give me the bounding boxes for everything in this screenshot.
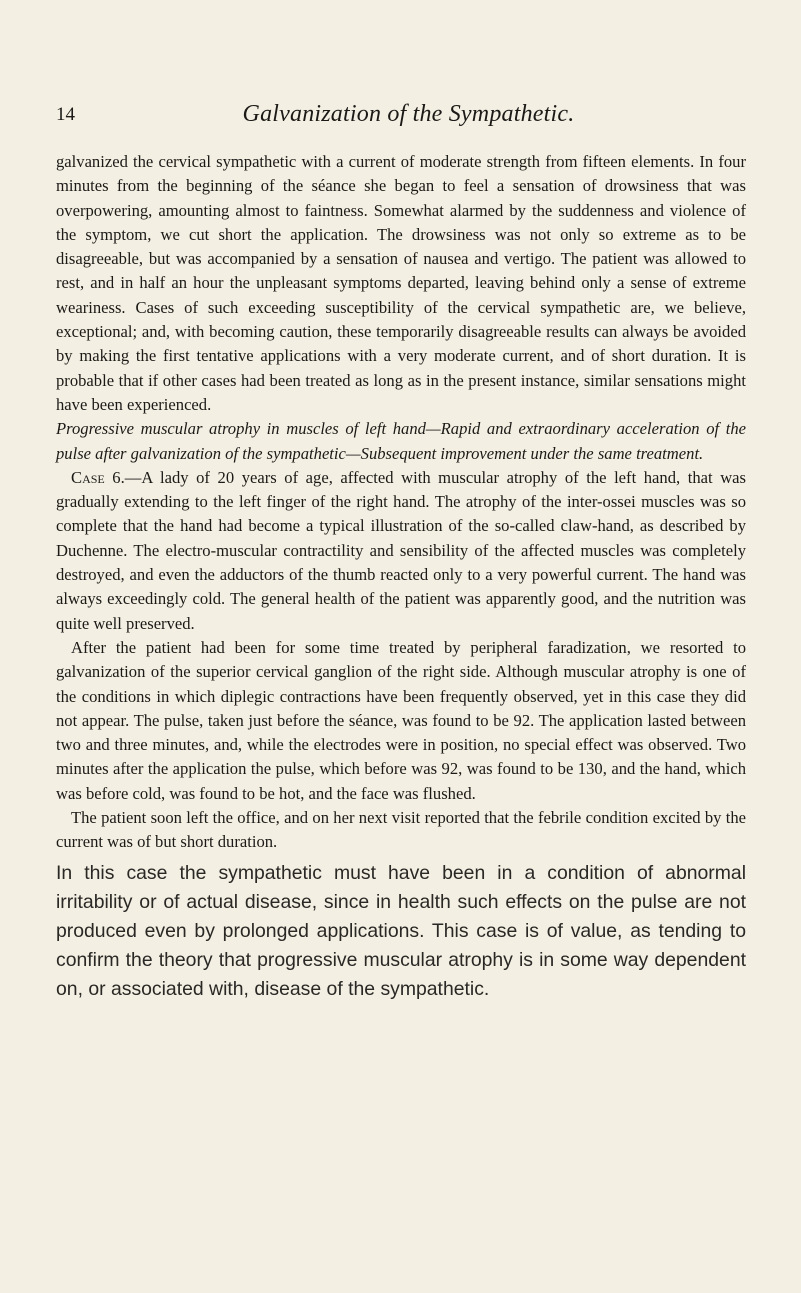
page-header	[56, 101, 761, 134]
case-subheading: Progressive muscular atrophy in muscles of left hand—Rapid and extraordinary acceleration of the pulse after galvanization of the sympathetic—Subsequent improvement under the same treatment.	[56, 419, 746, 463]
paragraph-followup: The patient soon left the office, and on her next visit reported that the febrile condition excited by the current was of but short duration.	[56, 808, 746, 852]
paragraph-treatment: After the patient had been for some time treated by peripheral faradization, we resorted to galvanization of the superior cervical ganglion of the right side. Although muscular atrophy is one of the conditions in which diplegic contractions have been frequently observed, yet in this case they did not appear. The pulse, taken just before the séance, was found to be 92. The application lasted between two and three minutes, and, while the electrodes were in position, no special effect was observed. Two minutes after the application the pulse, which before was 92, was found to be 130, and the hand, which was before cold, was found to be hot, and the face was flushed.	[56, 637, 746, 803]
body-text	[56, 150, 746, 1005]
case-label: Case 6.	[71, 467, 125, 487]
case-paragraph-text: —A lady of 20 years of age, affected with muscular atrophy of the left hand, that was gradually extending to the left finger of the right hand. The atrophy of the inter-ossei muscles was so complete that the hand had become a typical illustration of the so-called claw-hand, as described by Duchenne. The electro-muscular contractility and sensibility of the affected muscles was completely destroyed, and even the adductors of the thumb reacted only to a very powerful current. The hand was always exceedingly cold. The general health of the patient was apparently good, and the nutrition was quite well preserved.	[56, 467, 746, 633]
case-paragraph	[56, 466, 746, 636]
running-title: Galvanization of the Sympathetic.	[242, 101, 575, 127]
paragraph-continuation: galvanized the cervical sympathetic with a current of moderate strength from fifteen elements. In four minutes from the beginning of the séance she began to feel a sensation of drowsiness that was overpowering, amounting almost to faintness. Somewhat alarmed by the suddenness and violence of the symptom, we cut short the application. The drowsiness was not only so extreme as to be disagreeable, but was accompanied by a sensation of nausea and vertigo. The patient was allowed to rest, and in half an hour the unpleasant symptoms departed, leaving behind only a sense of extreme weariness. Cases of such exceeding susceptibility of the cervical sympathetic are, we believe, exceptional; and, with becoming caution, these temporarily disagreeable results can always be avoided by making the first tentative applications with a very moderate current, and of short duration. It is probable that if other cases had been treated as long as in the present instance, similar sensations might have been experienced.	[56, 152, 746, 414]
page-number: 14	[56, 104, 75, 125]
paragraph-conclusion: In this case the sympathetic must have been in a condition of abnormal irritability or of actual disease, since in health such effects on the pulse are not produced even by prolonged applications. This case is of value, as tending to confirm the theory that progressive muscular atrophy is in some way dependent on, or associated with, disease of the sympathetic.	[56, 861, 746, 1001]
